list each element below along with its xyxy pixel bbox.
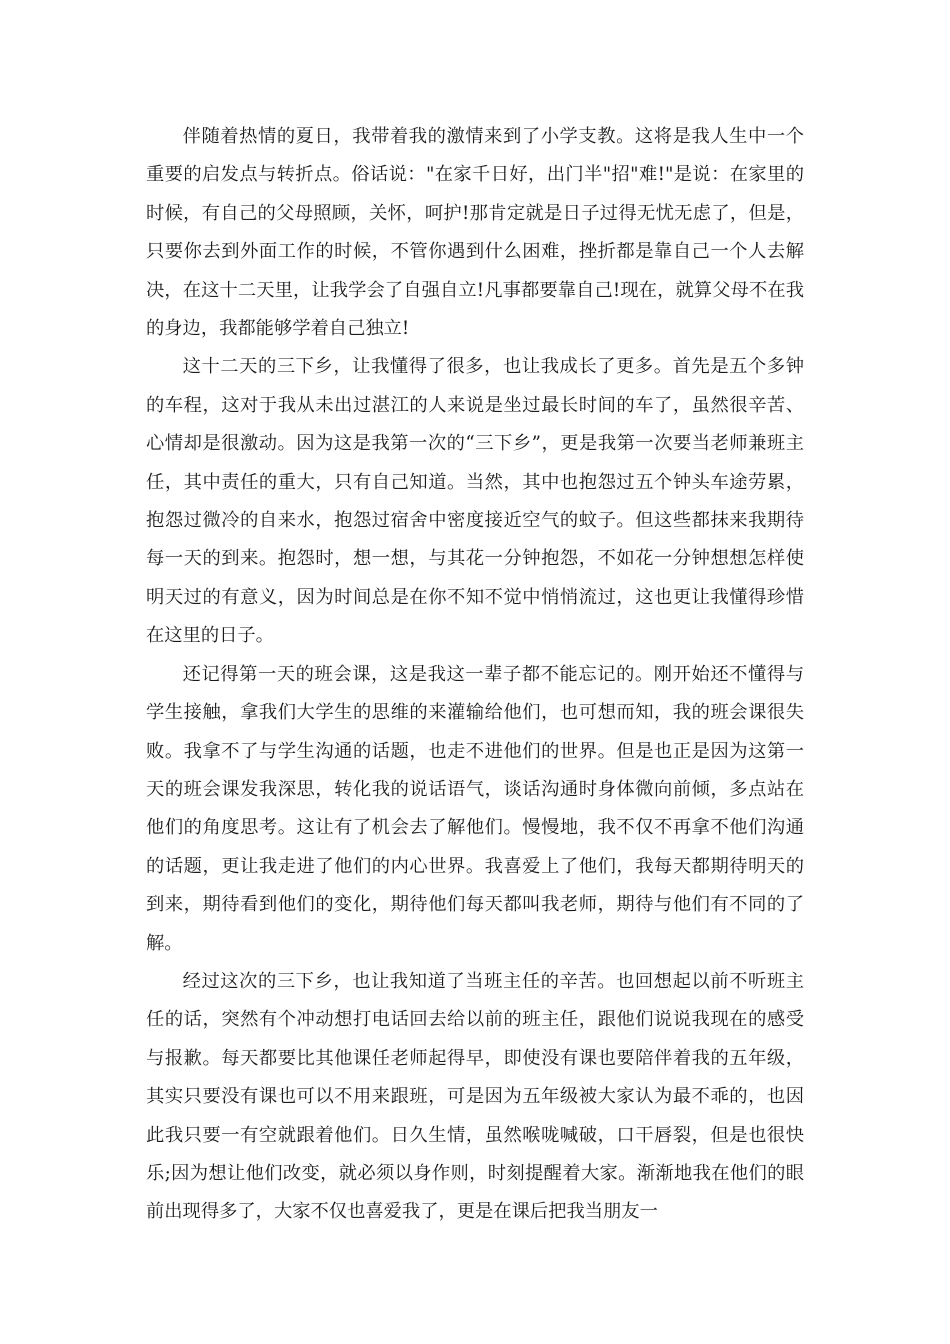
paragraph-3: 还记得第一天的班会课，这是我这一辈子都不能忘记的。刚开始还不懂得与学生接触，拿我们大学生的思维的来灌输给他们，也可想而知，我的班会课很失败。我拿不了与学生沟通的话题，也走不进他们的世界。但是也正是因为这第一天的班会课发我深思，转化我的说话语气，谈话沟通时身体微向前倾，多点站在他们的角度思考。这让有了机会去了解他们。慢慢地，我不仅不再拿不他们沟通的话题，更让我走进了他们的内心世界。我喜爱上了他们，我每天都期待明天的到来，期待看到他们的变化，期待他们每天都叫我老师，期待与他们有不同的了解。 xyxy=(146,663,804,954)
document-body xyxy=(146,118,804,1232)
paragraph-2: 这十二天的三下乡，让我懂得了很多，也让我成长了更多。首先是五个多钟的车程，这对于我从未出过湛江的人来说是坐过最长时间的车了，虽然很辛苦、心情却是很激动。因为这是我第一次的“三下乡”，更是我第一次要当老师兼班主任，其中责任的重大，只有自己知道。当然，其中也抱怨过五个钟头车途劳累，抱怨过微冷的自来水，抱怨过宿舍中密度接近空气的蚊子。但这些都抹来我期待每一天的到来。抱怨时，想一想，与其花一分钟抱怨，不如花一分钟想想怎样使明天过的有意义，因为时间总是在你不知不觉中悄悄流过，这也更让我懂得珍惜在这里的日子。 xyxy=(146,356,804,647)
paragraph-1: 伴随着热情的夏日，我带着我的激情来到了小学支教。这将是我人生中一个重要的启发点与转折点。俗话说："在家千日好，出门半"招"难!"是说：在家里的时候，有自己的父母照顾，关怀，呵护!那肯定就是日子过得无忧无虑了，但是，只要你去到外面工作的时候，不管你遇到什么困难，挫折都是靠自己一个人去解决，在这十二天里，让我学会了自强自立!凡事都要靠自己!现在，就算父母不在我的身边，我都能够学着自己独立! xyxy=(146,126,804,340)
paragraph-4: 经过这次的三下乡，也让我知道了当班主任的辛苦。也回想起以前不听班主任的话，突然有个冲动想打电话回去给以前的班主任，跟他们说说我现在的感受与报歉。每天都要比其他课任老师起得早，即使没有课也要陪伴着我的五年级，其实只要没有课也可以不用来跟班，可是因为五年级被大家认为最不乖的，也因此我只要一有空就跟着他们。日久生情，虽然喉咙喊破，口干唇裂，但是也很快乐;因为想让他们改变，就必须以身作则，时刻提醒着大家。渐渐地我在他们的眼前出现得多了，大家不仅也喜爱我了，更是在课后把我当朋友一 xyxy=(146,970,804,1223)
